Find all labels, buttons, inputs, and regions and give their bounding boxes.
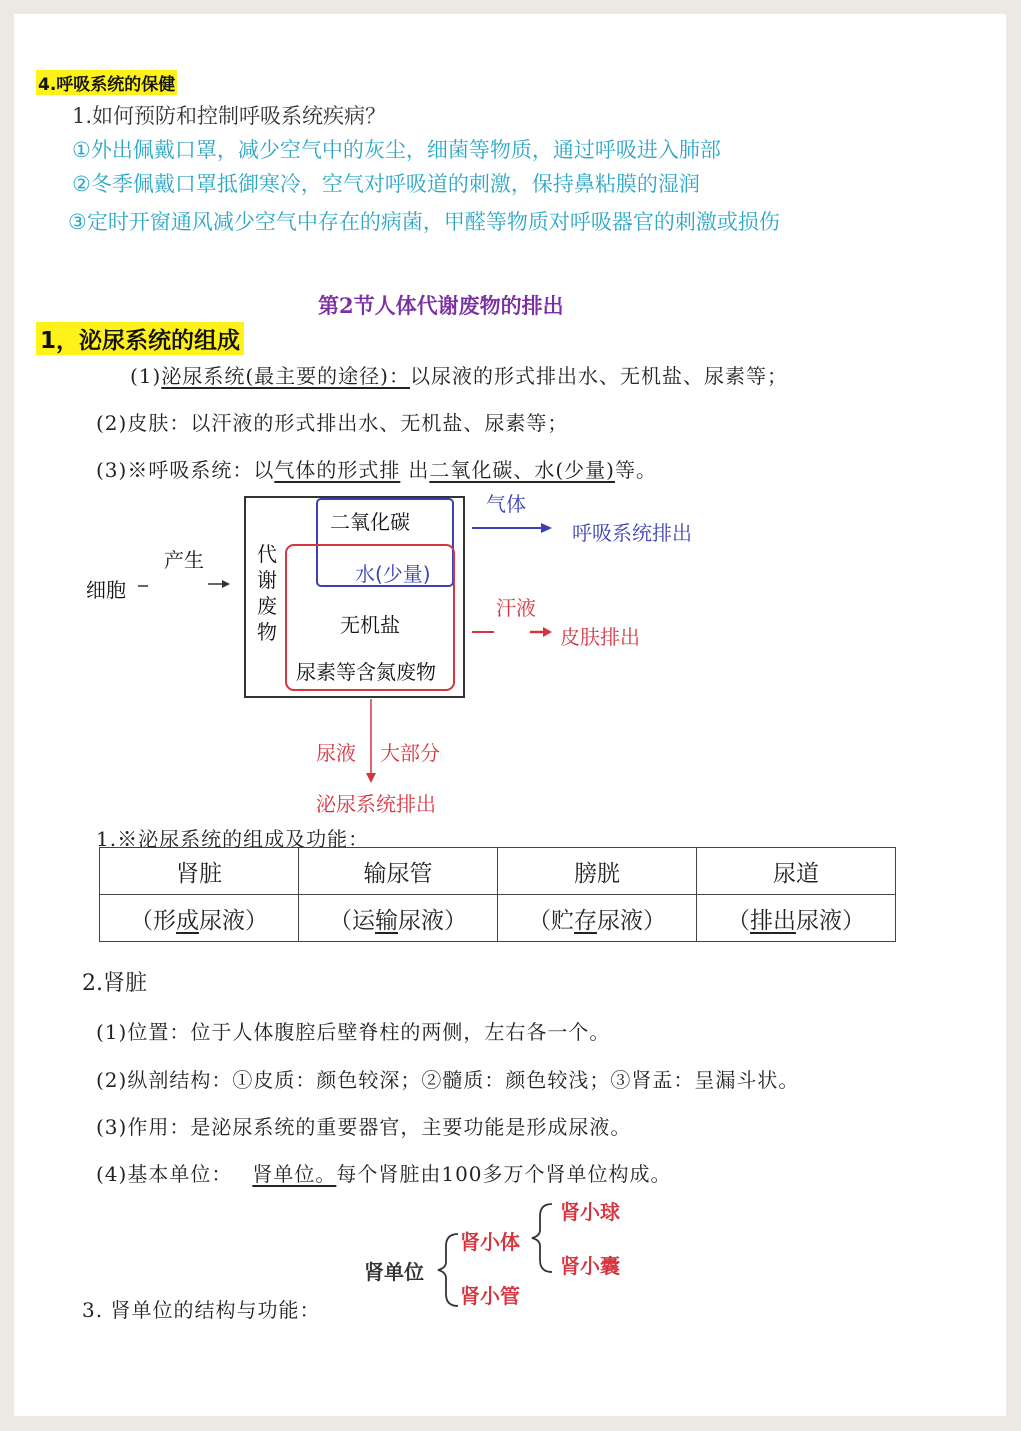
prevention-question: 1.如何预防和控制呼吸系统疾病？ <box>72 104 387 128</box>
table-row <box>100 848 896 895</box>
pathway-urinary-underlined: 泌尿系统(最主要的途径)： <box>161 364 410 388</box>
kidney-title: 2.肾脏 <box>82 971 147 996</box>
pathway-respiratory <box>96 454 657 483</box>
kidney-basic-unit <box>96 1158 672 1187</box>
prevention-item-1: ①外出佩戴口罩，减少空气中的灰尘，细菌等物质，通过呼吸进入肺部 <box>72 138 721 162</box>
kidney-structure: (2)纵剖结构：①皮质：颜色较深；②髓质：颜色较浅；③肾盂：呈漏斗状。 <box>96 1068 800 1092</box>
fn-close: 尿液） <box>199 907 268 934</box>
urinary-out-label: 泌尿系统排出 <box>316 792 436 816</box>
nephron-root-label: 肾单位 <box>364 1260 424 1284</box>
waste-char-4: 物 <box>257 620 277 644</box>
fn-close: 尿液） <box>796 907 865 934</box>
fn-open: （形 <box>130 907 176 934</box>
pathway-urinary-rest: 以尿液的形式排出水、无机盐、尿素等； <box>409 364 788 388</box>
kidney-location: (1)位置：位于人体腹腔后壁脊柱的两侧，左右各一个。 <box>96 1020 611 1044</box>
organ-name-bladder: 膀胱 <box>498 848 697 895</box>
fn-open: （运 <box>329 907 375 934</box>
pathway-skin: (2)皮肤：以汗液的形式排出水、无机盐、尿素等； <box>96 411 569 435</box>
pathway-resp-b: 气体的形式排 <box>274 458 401 482</box>
metabolic-waste-label <box>257 541 277 645</box>
pathway-resp-a: (3)※呼吸系统：以 <box>96 458 275 482</box>
majority-label: 大部分 <box>380 741 440 765</box>
pathway-resp-e: 等。 <box>614 458 657 482</box>
fn-close: 尿液） <box>597 907 666 934</box>
respiratory-out-label: 呼吸系统排出 <box>572 521 692 545</box>
fn-key: 排出 <box>750 907 796 934</box>
fn-key: 存 <box>574 907 597 934</box>
prevention-item-3: ③定时开窗通风减少空气中存在的病菌，甲醛等物质对呼吸器官的刺激或损伤 <box>68 210 780 234</box>
fn-open: （ <box>727 907 750 934</box>
fn-close: 尿液） <box>398 907 467 934</box>
basic-unit-prefix: (4)基本单位： <box>96 1162 233 1186</box>
organs-table <box>99 847 896 942</box>
organ-function-ureter <box>299 895 498 942</box>
nephron-structure-title: 3. 肾单位的结构与功能： <box>82 1298 321 1322</box>
pathway-urinary-prefix: (1) <box>130 364 162 388</box>
renal-tubule-label: 肾小管 <box>460 1284 520 1308</box>
prevention-item-2: ②冬季佩戴口罩抵御寒冷，空气对呼吸道的刺激，保持鼻粘膜的湿润 <box>72 172 700 196</box>
salt-label: 无机盐 <box>340 613 400 637</box>
section-title: 第2节人体代谢废物的排出 <box>318 293 564 318</box>
urine-label: 尿液 <box>316 741 356 765</box>
waste-char-3: 废 <box>257 594 277 618</box>
organ-name-ureter: 输尿管 <box>299 848 498 895</box>
urea-label: 尿素等含氮废物 <box>296 660 436 684</box>
organs-title: 1.※泌尿系统的组成及功能： <box>96 827 370 851</box>
organ-function-kidney <box>100 895 299 942</box>
table-row <box>100 895 896 942</box>
co2-label: 二氧化碳 <box>330 510 410 534</box>
organ-function-bladder <box>498 895 697 942</box>
fn-key: 成 <box>176 907 199 934</box>
fn-open: （贮 <box>528 907 574 934</box>
fn-key: 输 <box>375 907 398 934</box>
respiratory-care-heading: 4.呼吸系统的保健 <box>36 70 177 95</box>
kidney-function: (3)作用：是泌尿系统的重要器官，主要功能是形成尿液。 <box>96 1115 632 1139</box>
basic-unit-name: 肾单位。 <box>252 1162 337 1186</box>
pathway-resp-c: 出 <box>408 458 430 482</box>
bowman-capsule-label: 肾小囊 <box>560 1254 620 1278</box>
organ-function-urethra <box>697 895 896 942</box>
sweat-label: 汗液 <box>496 596 536 620</box>
pathway-resp-d: 二氧化碳、水(少量) <box>429 458 615 482</box>
organ-name-urethra: 尿道 <box>697 848 896 895</box>
skin-out-label: 皮肤排出 <box>560 625 640 649</box>
waste-char-2: 谢 <box>257 568 277 592</box>
glomerulus-label: 肾小球 <box>560 1200 620 1224</box>
water-label: 水(少量) <box>355 562 431 586</box>
organ-name-kidney: 肾脏 <box>100 848 299 895</box>
renal-corpuscle-label: 肾小体 <box>460 1230 520 1254</box>
urinary-system-heading: 1，泌尿系统的组成 <box>36 322 244 355</box>
pathway-urinary <box>130 360 788 389</box>
produce-label: 产生 <box>164 548 204 572</box>
gas-label: 气体 <box>486 492 526 516</box>
waste-char-1: 代 <box>257 542 277 566</box>
cell-label: 细胞 <box>86 578 126 602</box>
basic-unit-rest: 每个肾脏由100多万个肾单位构成。 <box>336 1162 672 1186</box>
